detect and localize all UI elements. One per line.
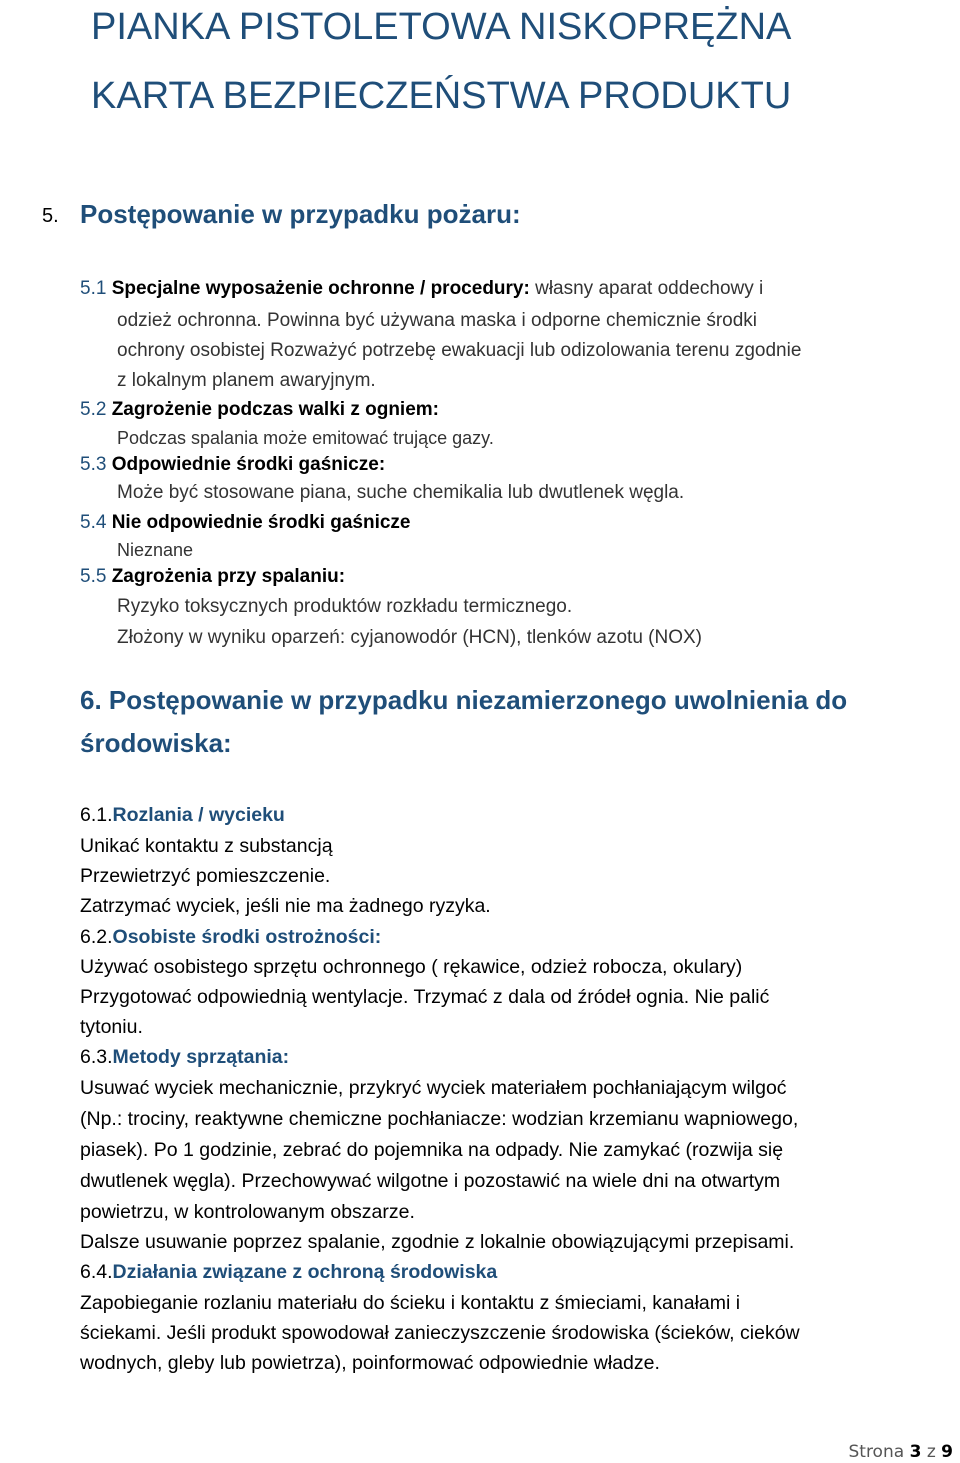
section6-heading-line1 (80, 685, 847, 716)
section-6-1-line: Unikać kontaktu z substancją (80, 835, 333, 857)
section-6-1-label: Rozlania / wycieku (112, 804, 285, 826)
page-number-sep: z (926, 1442, 936, 1462)
section-5-4-text: Nieznane (117, 540, 194, 560)
section-5-5-text2: Złożony w wyniku oparzeń: cyjanowodór (HCN), tlenków azotu (NOX) (117, 627, 702, 648)
document-title-line1: PIANKA PISTOLETOWA NISKOPRĘŻNA (91, 6, 792, 48)
section-5-5 (80, 566, 345, 588)
section-6-4-line: Zapobieganie rozlaniu materiału do ścieku i kontaktu z śmieciami, kanałami i (80, 1292, 741, 1314)
section-5-3-text: Może być stosowane piana, suche chemikalia lub dwutlenek węgla. (117, 482, 685, 503)
section-6-4-label: Działania związane z ochroną środowiska (112, 1261, 498, 1283)
section-6-3-line: powietrzu, w kontrolowanym obszarze. (80, 1201, 415, 1223)
section-5-3-number: 5.3 (80, 454, 107, 475)
section-6-1-line: Przewietrzyć pomieszczenie. (80, 865, 331, 887)
section-6-3-number: 6.3. (80, 1046, 113, 1068)
section-5-3-label: Odpowiednie środki gaśnicze: (111, 454, 386, 475)
section-6-4-line: ściekami. Jeśli produkt spowodował zanieczyszczenie środowiska (ścieków, cieków (80, 1322, 800, 1344)
section-6-2 (80, 926, 381, 949)
document-title-line2: KARTA BEZPIECZEŃSTWA PRODUKTU (91, 75, 792, 117)
section6-number: 6. (80, 685, 102, 715)
section-6-4-number: 6.4. (80, 1261, 113, 1283)
section-6-3-line: (Np.: trociny, reaktywne chemiczne pochłaniacze: wodzian krzemianu wapniowego, (80, 1108, 799, 1130)
section-5-2-text: Podczas spalania może emitować trujące gazy. (117, 428, 494, 448)
page-number (848, 1442, 953, 1462)
page-number-current: 3 (909, 1442, 922, 1462)
section-5-5-text1: Ryzyko toksycznych produktów rozkładu termicznego. (117, 596, 573, 617)
section-5-1-text: własny aparat oddechowy i (535, 278, 764, 299)
section-6-3-line: Dalsze usuwanie poprzez spalanie, zgodnie z lokalnie obowiązującymi przepisami. (80, 1231, 795, 1253)
section-6-1-line: Zatrzymać wyciek, jeśli nie ma żadnego ryzyka. (80, 895, 491, 917)
section-5-2-number: 5.2 (80, 399, 107, 420)
section-5-3 (80, 454, 385, 476)
section-6-3-line: piasek). Po 1 godzinie, zebrać do pojemnika na odpady. Nie zamykać (rozwija się (80, 1139, 784, 1161)
section-5-1-line: ochrony osobistej Rozważyć potrzebę ewakuacji lub odizolowania terenu zgodnie (117, 340, 802, 361)
page-number-total: 9 (941, 1442, 953, 1462)
section-5-5-number: 5.5 (80, 566, 107, 587)
page-number-prefix: Strona (848, 1442, 905, 1462)
section-6-4-line: wodnych, gleby lub powietrza), poinformować odpowiednie władze. (80, 1352, 660, 1374)
section-5-1 (80, 278, 763, 300)
section-6-2-label: Osobiste środki ostrożności: (112, 926, 382, 948)
section-6-2-line: tytoniu. (80, 1016, 143, 1038)
section6-heading-line2: środowiska: (80, 728, 232, 758)
section-5-4 (80, 512, 411, 534)
section-6-4 (80, 1261, 497, 1284)
section-6-3-label: Metody sprzątania: (112, 1046, 290, 1068)
section-6-3-line: Usuwać wyciek mechanicznie, przykryć wyciek materiałem pochłaniającym wilgoć (80, 1077, 787, 1099)
section-5-4-number: 5.4 (80, 512, 107, 533)
section-5-1-line: odzież ochronna. Powinna być używana maska i odporne chemicznie środki (117, 310, 758, 331)
section-5-1-line: z lokalnym planem awaryjnym. (117, 370, 376, 391)
section-6-2-number: 6.2. (80, 926, 113, 948)
section-6-2-line: Przygotować odpowiednią wentylacje. Trzymać z dala od źródeł ognia. Nie palić (80, 986, 770, 1008)
section-5-2-label: Zagrożenie podczas walki z ogniem: (111, 399, 439, 420)
section-5-1-number: 5.1 (80, 278, 107, 299)
section-6-1 (80, 804, 285, 827)
section-5-5-label: Zagrożenia przy spalaniu: (111, 566, 346, 587)
section-5-1-label: Specjalne wyposażenie ochronne / procedury: (111, 278, 530, 299)
section6-heading-text: Postępowanie w przypadku niezamierzonego uwolnienia do (108, 685, 848, 715)
section-5-4-label: Nie odpowiednie środki gaśnicze (111, 512, 411, 533)
section5-heading: Postępowanie w przypadku pożaru: (80, 199, 521, 229)
section-5-2 (80, 399, 439, 421)
section-6-3-line: dwutlenek węgla). Przechowywać wilgotne i pozostawić na wiele dni na otwartym (80, 1170, 781, 1192)
section-6-3 (80, 1046, 289, 1069)
section-6-2-line: Używać osobistego sprzętu ochronnego ( rękawice, odzież robocza, okulary) (80, 956, 743, 978)
section-6-1-number: 6.1. (80, 804, 113, 826)
section5-number: 5. (42, 205, 59, 227)
